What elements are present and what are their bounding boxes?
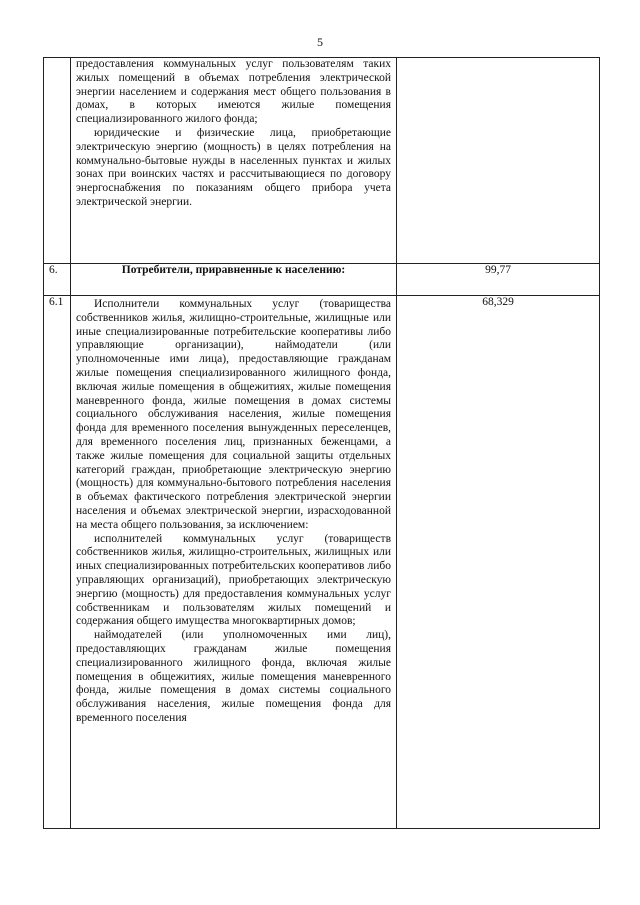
row-number-cell xyxy=(44,58,71,264)
row-number-cell: 6. xyxy=(44,264,71,296)
paragraph: наймодателей (или уполномоченных ими лиц), предоставляющих гражданам жилые помещения специализированного жилищного фонда, включая жилые помещения в общежитиях, жилые помещения маневренного фонда, жилые помещения в домах системы социального обслуживания населения, жилые помещения фонда для временного поселения xyxy=(76,629,391,724)
row-description-cell xyxy=(71,58,397,264)
table-row xyxy=(44,58,600,264)
row-heading-cell: Потребители, приравненные к населению: xyxy=(71,264,397,296)
paragraph: исполнителей коммунальных услуг (товариществ собственников жилья, жилищно-строительных, жилищных или иных специализированных потребительских кооперативов либо управляющих организаций), приобретающих электрическую энергию (мощность) для предоставления коммунальных услуг собственникам и пользователям жилых помещений и содержания общего имущества многоквартирных домов; xyxy=(76,532,391,628)
row-number-cell: 6.1 xyxy=(44,296,71,829)
row-description-cell xyxy=(71,296,397,829)
paragraph: юридические и физические лица, приобретающие электрическую энергию (мощность) в целях потребления на коммунально-бытовые нужды в населенных пунктах и жилых зонах при воинских частях и рассчитывающиеся по договору энергоснабжения по показаниям общего прибора учета электрической энергии. xyxy=(76,126,391,208)
paragraph: Исполнители коммунальных услуг (товарищества собственников жилья, жилищно-строительные, жилищные или иные специализированные потребительские кооперативы либо управляющие организации), наймодатели (или уполномоченные ими лица), предоставляющие гражданам жилые помещения специализированного жилищного фонда, включая жилые помещения в общежитиях, жилые помещения маневренного фонда, жилые помещения в домах системы социального обслуживания населения, жилые помещения фонда для временного поселения вынужденных переселенцев, для временного поселения лиц, признанных беженцами, а также жилые помещения для социальной защиты отдельных категорий граждан, приобретающие электрическую энергию (мощность) для коммунально-бытового потребления населения в объемах фактического потребления электрической энергии населения и объемах электрической энергии, израсходованной на места общего пользования, за исключением: xyxy=(76,298,391,531)
row-value-cell: 99,77 xyxy=(397,264,600,296)
table-row xyxy=(44,264,600,296)
paragraph: предоставления коммунальных услуг пользователям таких жилых помещений в объемах потребления электрической энергии населением и содержания мест общего пользования в домах, в которых имеются жилые помещения специализированного жилого фонда; xyxy=(76,58,391,126)
page-number: 5 xyxy=(317,35,323,49)
row-value-cell xyxy=(397,58,600,264)
row-value-cell: 68,329 xyxy=(397,296,600,829)
table-row xyxy=(44,296,600,829)
tariff-table xyxy=(43,57,600,829)
